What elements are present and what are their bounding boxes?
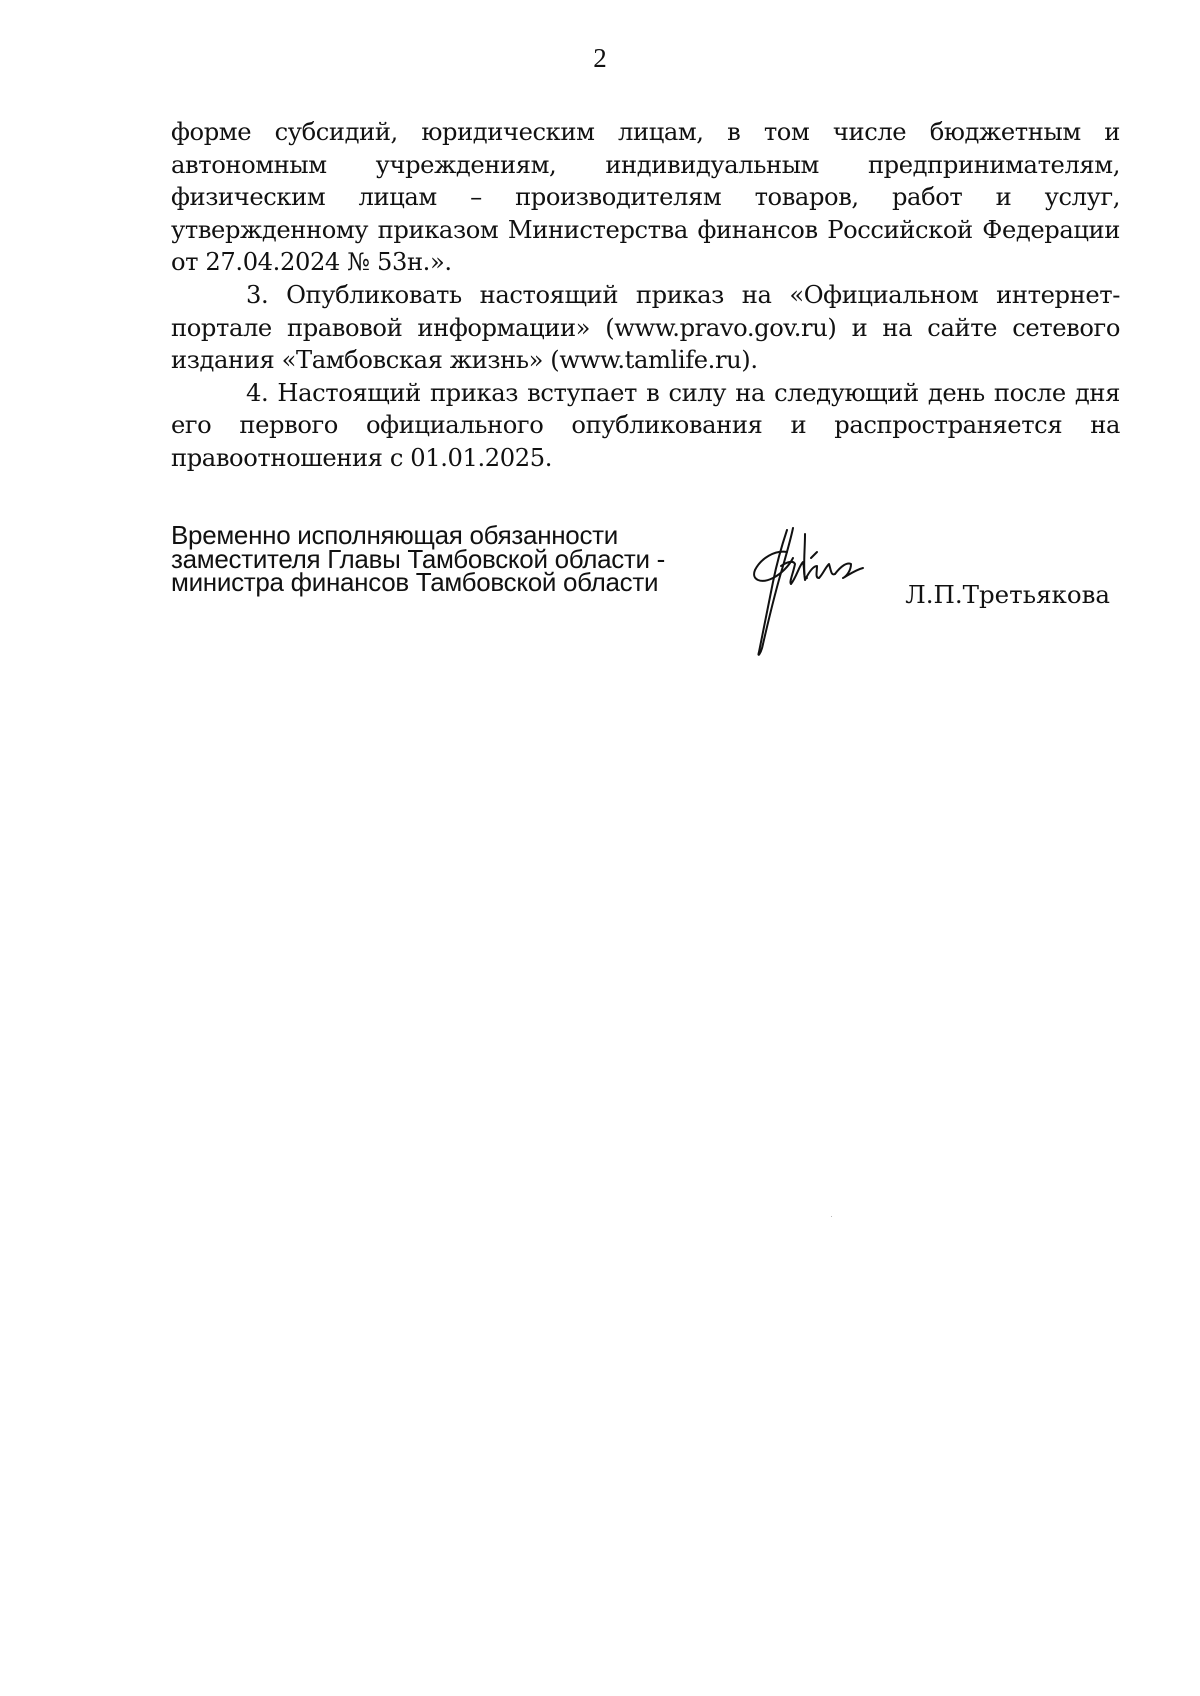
signatory-position-line-1: Временно исполняющая обязанности (171, 520, 618, 550)
scan-speck (831, 1216, 832, 1217)
document-body (171, 116, 1120, 475)
page-number: 2 (593, 43, 607, 73)
signatory-position-line-2: заместителя Главы Тамбовской области - (171, 543, 666, 574)
signatory-name: Л.П.Третьякова (905, 580, 1110, 609)
signatory-position-line-3: министра финансов Тамбовской области (171, 567, 659, 597)
signatory-position (171, 520, 666, 597)
paragraph-continuation: форме субсидий, юридическим лицам, в том числе бюджетным и автономным учреждениям, индивидуальным предпринимателям, физическим лицам – производителям товаров, работ и услуг, утвержденному приказом Министерства финансов Российской Федерации от 27.04.2024 № 53н.». (171, 118, 1120, 277)
paragraph-item-4: 4. Настоящий приказ вступает в силу на следующий день после дня его первого официального опубликования и распространяется на правоотношения с 01.01.2025. (171, 378, 1120, 472)
signature-block (171, 520, 1120, 674)
handwritten-signature (747, 522, 867, 662)
paragraph-item-3: 3. Опубликовать настоящий приказ на «Официальном интернет-портале правовой информации» (www.pravo.gov.ru) и на сайте сетевого издания «Тамбовская жизнь» (www.tamlife.ru). (171, 280, 1120, 375)
